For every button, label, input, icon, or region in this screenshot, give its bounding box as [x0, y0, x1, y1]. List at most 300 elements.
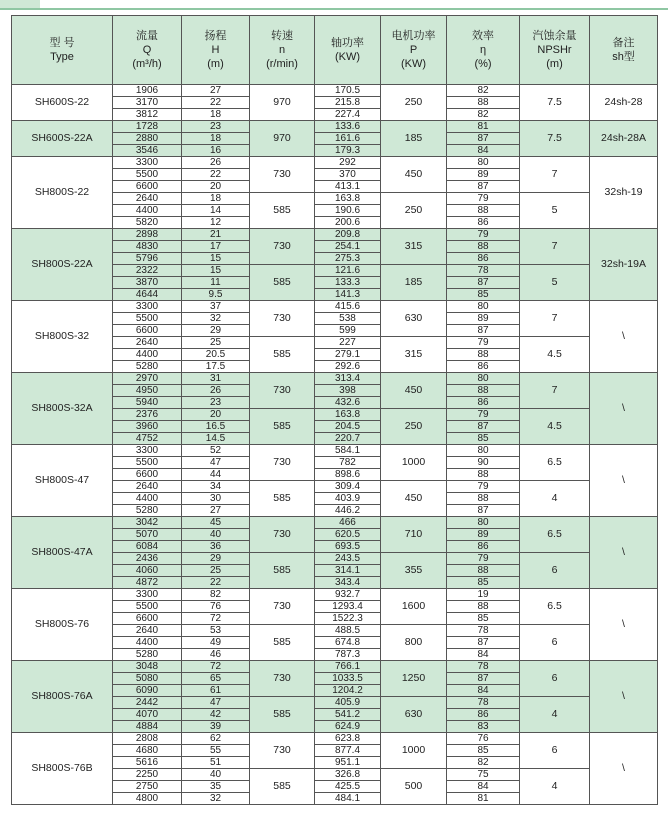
- shaft-power-cell: 179.3: [315, 145, 381, 157]
- speed-cell: 730: [250, 733, 315, 769]
- motor-power-cell: 450: [381, 157, 447, 193]
- motor-power-cell: 710: [381, 517, 447, 553]
- shaft-power-cell: 599: [315, 325, 381, 337]
- flow-cell: 3170: [113, 97, 182, 109]
- head-cell: 53: [182, 625, 250, 637]
- flow-cell: 4680: [113, 745, 182, 757]
- efficiency-cell: 80: [447, 301, 520, 313]
- remark-cell: 24sh-28A: [590, 121, 658, 157]
- efficiency-cell: 82: [447, 757, 520, 769]
- col-flow: 流量 Q (m³/h): [113, 16, 182, 85]
- head-cell: 27: [182, 505, 250, 517]
- efficiency-cell: 79: [447, 481, 520, 493]
- head-cell: 18: [182, 133, 250, 145]
- head-cell: 29: [182, 325, 250, 337]
- npsh-cell: 6: [520, 625, 590, 661]
- remark-cell: 32sh-19: [590, 157, 658, 229]
- head-cell: 47: [182, 697, 250, 709]
- shaft-power-cell: 292.6: [315, 361, 381, 373]
- flow-cell: 5616: [113, 757, 182, 769]
- efficiency-cell: 88: [447, 601, 520, 613]
- model-name-cell: SH800S-76B: [12, 733, 113, 805]
- remark-cell: \: [590, 373, 658, 445]
- efficiency-cell: 86: [447, 253, 520, 265]
- model-name-cell: SH800S-76: [12, 589, 113, 661]
- model-name-cell: SH800S-22A: [12, 229, 113, 301]
- efficiency-cell: 80: [447, 157, 520, 169]
- efficiency-cell: 82: [447, 109, 520, 121]
- efficiency-cell: 89: [447, 169, 520, 181]
- efficiency-cell: 85: [447, 577, 520, 589]
- head-cell: 16.5: [182, 421, 250, 433]
- motor-power-cell: 450: [381, 481, 447, 517]
- head-cell: 40: [182, 529, 250, 541]
- motor-power-cell: 250: [381, 409, 447, 445]
- efficiency-cell: 84: [447, 685, 520, 697]
- efficiency-cell: 89: [447, 313, 520, 325]
- npsh-cell: 4: [520, 769, 590, 805]
- shaft-power-cell: 209.8: [315, 229, 381, 241]
- header-rule: [0, 8, 668, 10]
- shaft-power-cell: 200.6: [315, 217, 381, 229]
- shaft-power-cell: 279.1: [315, 349, 381, 361]
- remark-cell: \: [590, 445, 658, 517]
- npsh-cell: 5: [520, 193, 590, 229]
- table-row: [12, 301, 658, 313]
- head-cell: 32: [182, 313, 250, 325]
- npsh-cell: 7: [520, 157, 590, 193]
- speed-cell: 730: [250, 661, 315, 697]
- efficiency-cell: 88: [447, 205, 520, 217]
- efficiency-cell: 88: [447, 241, 520, 253]
- head-cell: 39: [182, 721, 250, 733]
- head-cell: 18: [182, 193, 250, 205]
- head-cell: 65: [182, 673, 250, 685]
- efficiency-cell: 79: [447, 193, 520, 205]
- efficiency-cell: 87: [447, 325, 520, 337]
- npsh-cell: 4: [520, 697, 590, 733]
- col-speed: 转速 n (r/min): [250, 16, 315, 85]
- head-cell: 25: [182, 565, 250, 577]
- efficiency-cell: 87: [447, 505, 520, 517]
- shaft-power-cell: 227.4: [315, 109, 381, 121]
- motor-power-cell: 1250: [381, 661, 447, 697]
- head-cell: 47: [182, 457, 250, 469]
- efficiency-cell: 88: [447, 349, 520, 361]
- table-row: [12, 733, 658, 745]
- efficiency-cell: 82: [447, 85, 520, 97]
- flow-cell: 3300: [113, 157, 182, 169]
- shaft-power-cell: 415.6: [315, 301, 381, 313]
- flow-cell: 4644: [113, 289, 182, 301]
- head-cell: 16: [182, 145, 250, 157]
- npsh-cell: 7.5: [520, 85, 590, 121]
- model-name-cell: SH800S-47A: [12, 517, 113, 589]
- model-name-cell: SH800S-22: [12, 157, 113, 229]
- shaft-power-cell: 488.5: [315, 625, 381, 637]
- shaft-power-cell: 190.6: [315, 205, 381, 217]
- npsh-cell: 7: [520, 373, 590, 409]
- head-cell: 61: [182, 685, 250, 697]
- table-header-row: [12, 16, 658, 85]
- shaft-power-cell: 204.5: [315, 421, 381, 433]
- motor-power-cell: 1600: [381, 589, 447, 625]
- shaft-power-cell: 170.5: [315, 85, 381, 97]
- flow-cell: 2640: [113, 337, 182, 349]
- head-cell: 42: [182, 709, 250, 721]
- shaft-power-cell: 951.1: [315, 757, 381, 769]
- flow-cell: 3300: [113, 445, 182, 457]
- flow-cell: 2442: [113, 697, 182, 709]
- head-cell: 9.5: [182, 289, 250, 301]
- flow-cell: 6084: [113, 541, 182, 553]
- head-cell: 37: [182, 301, 250, 313]
- model-name-cell: SH600S-22: [12, 85, 113, 121]
- flow-cell: 3300: [113, 589, 182, 601]
- npsh-cell: 6.5: [520, 445, 590, 481]
- shaft-power-cell: 484.1: [315, 793, 381, 805]
- flow-cell: 2640: [113, 481, 182, 493]
- col-remark: 备注 sh型: [590, 16, 658, 85]
- efficiency-cell: 88: [447, 469, 520, 481]
- shaft-power-cell: 877.4: [315, 745, 381, 757]
- shaft-power-cell: 425.5: [315, 781, 381, 793]
- speed-cell: 730: [250, 157, 315, 193]
- efficiency-cell: 81: [447, 793, 520, 805]
- flow-cell: 2750: [113, 781, 182, 793]
- flow-cell: 3546: [113, 145, 182, 157]
- motor-power-cell: 630: [381, 697, 447, 733]
- head-cell: 14.5: [182, 433, 250, 445]
- flow-cell: 5070: [113, 529, 182, 541]
- flow-cell: 2970: [113, 373, 182, 385]
- flow-cell: 3048: [113, 661, 182, 673]
- table-row: [12, 121, 658, 133]
- flow-cell: 5820: [113, 217, 182, 229]
- col-motor-power: 电机功率 P (KW): [381, 16, 447, 85]
- shaft-power-cell: 1204.2: [315, 685, 381, 697]
- flow-cell: 4400: [113, 205, 182, 217]
- motor-power-cell: 250: [381, 85, 447, 121]
- flow-cell: 2436: [113, 553, 182, 565]
- head-cell: 55: [182, 745, 250, 757]
- flow-cell: 4800: [113, 793, 182, 805]
- flow-cell: 6600: [113, 613, 182, 625]
- efficiency-cell: 88: [447, 565, 520, 577]
- head-cell: 52: [182, 445, 250, 457]
- shaft-power-cell: 292: [315, 157, 381, 169]
- efficiency-cell: 87: [447, 637, 520, 649]
- table-body: [12, 85, 658, 805]
- shaft-power-cell: 243.5: [315, 553, 381, 565]
- head-cell: 76: [182, 601, 250, 613]
- remark-cell: \: [590, 733, 658, 805]
- flow-cell: 4400: [113, 637, 182, 649]
- speed-cell: 730: [250, 229, 315, 265]
- shaft-power-cell: 693.5: [315, 541, 381, 553]
- efficiency-cell: 88: [447, 97, 520, 109]
- speed-cell: 970: [250, 121, 315, 157]
- efficiency-cell: 78: [447, 625, 520, 637]
- efficiency-cell: 86: [447, 361, 520, 373]
- efficiency-cell: 76: [447, 733, 520, 745]
- head-cell: 17.5: [182, 361, 250, 373]
- head-cell: 20: [182, 181, 250, 193]
- efficiency-cell: 88: [447, 385, 520, 397]
- shaft-power-cell: 343.4: [315, 577, 381, 589]
- efficiency-cell: 85: [447, 433, 520, 445]
- shaft-power-cell: 623.8: [315, 733, 381, 745]
- efficiency-cell: 78: [447, 265, 520, 277]
- shaft-power-cell: 932.7: [315, 589, 381, 601]
- shaft-power-cell: 624.9: [315, 721, 381, 733]
- flow-cell: 4950: [113, 385, 182, 397]
- efficiency-cell: 86: [447, 397, 520, 409]
- head-cell: 11: [182, 277, 250, 289]
- table-row: [12, 445, 658, 457]
- table-row: [12, 157, 658, 169]
- head-cell: 36: [182, 541, 250, 553]
- flow-cell: 1728: [113, 121, 182, 133]
- speed-cell: 730: [250, 589, 315, 625]
- speed-cell: 585: [250, 193, 315, 229]
- head-cell: 25: [182, 337, 250, 349]
- head-cell: 27: [182, 85, 250, 97]
- npsh-cell: 6: [520, 553, 590, 589]
- efficiency-cell: 78: [447, 697, 520, 709]
- efficiency-cell: 19: [447, 589, 520, 601]
- head-cell: 22: [182, 577, 250, 589]
- flow-cell: 4060: [113, 565, 182, 577]
- col-npsh: 汽蚀余量 NPSHr (m): [520, 16, 590, 85]
- flow-cell: 3960: [113, 421, 182, 433]
- speed-cell: 730: [250, 517, 315, 553]
- col-efficiency: 效率 η (%): [447, 16, 520, 85]
- col-shaft-power: 轴功率 (KW): [315, 16, 381, 85]
- speed-cell: 585: [250, 409, 315, 445]
- head-cell: 31: [182, 373, 250, 385]
- pump-spec-table: [11, 15, 658, 805]
- flow-cell: 6600: [113, 325, 182, 337]
- model-name-cell: SH800S-32: [12, 301, 113, 373]
- flow-cell: 3300: [113, 301, 182, 313]
- flow-cell: 2322: [113, 265, 182, 277]
- head-cell: 29: [182, 553, 250, 565]
- npsh-cell: 4.5: [520, 337, 590, 373]
- efficiency-cell: 86: [447, 709, 520, 721]
- npsh-cell: 5: [520, 265, 590, 301]
- npsh-cell: 6.5: [520, 589, 590, 625]
- head-cell: 40: [182, 769, 250, 781]
- head-cell: 21: [182, 229, 250, 241]
- shaft-power-cell: 309.4: [315, 481, 381, 493]
- shaft-power-cell: 163.8: [315, 193, 381, 205]
- motor-power-cell: 500: [381, 769, 447, 805]
- shaft-power-cell: 1033.5: [315, 673, 381, 685]
- flow-cell: 1906: [113, 85, 182, 97]
- motor-power-cell: 355: [381, 553, 447, 589]
- head-cell: 72: [182, 661, 250, 673]
- flow-cell: 5080: [113, 673, 182, 685]
- remark-cell: \: [590, 589, 658, 661]
- efficiency-cell: 81: [447, 121, 520, 133]
- npsh-cell: 7: [520, 229, 590, 265]
- head-cell: 18: [182, 109, 250, 121]
- efficiency-cell: 79: [447, 409, 520, 421]
- flow-cell: 4400: [113, 493, 182, 505]
- model-name-cell: SH800S-47: [12, 445, 113, 517]
- shaft-power-cell: 1522.3: [315, 613, 381, 625]
- flow-cell: 2808: [113, 733, 182, 745]
- flow-cell: 2640: [113, 193, 182, 205]
- shaft-power-cell: 314.1: [315, 565, 381, 577]
- flow-cell: 4884: [113, 721, 182, 733]
- efficiency-cell: 85: [447, 613, 520, 625]
- shaft-power-cell: 766.1: [315, 661, 381, 673]
- head-cell: 32: [182, 793, 250, 805]
- head-cell: 72: [182, 613, 250, 625]
- motor-power-cell: 1000: [381, 733, 447, 769]
- remark-cell: \: [590, 661, 658, 733]
- flow-cell: 5280: [113, 361, 182, 373]
- flow-cell: 3812: [113, 109, 182, 121]
- shaft-power-cell: 398: [315, 385, 381, 397]
- npsh-cell: 6: [520, 661, 590, 697]
- speed-cell: 585: [250, 625, 315, 661]
- table-row: [12, 517, 658, 529]
- efficiency-cell: 78: [447, 661, 520, 673]
- shaft-power-cell: 620.5: [315, 529, 381, 541]
- head-cell: 82: [182, 589, 250, 601]
- flow-cell: 2376: [113, 409, 182, 421]
- efficiency-cell: 87: [447, 421, 520, 433]
- head-cell: 49: [182, 637, 250, 649]
- head-cell: 15: [182, 253, 250, 265]
- remark-cell: \: [590, 301, 658, 373]
- shaft-power-cell: 538: [315, 313, 381, 325]
- table-row: [12, 661, 658, 673]
- shaft-power-cell: 121.6: [315, 265, 381, 277]
- speed-cell: 585: [250, 337, 315, 373]
- speed-cell: 585: [250, 481, 315, 517]
- flow-cell: 5500: [113, 169, 182, 181]
- speed-cell: 585: [250, 553, 315, 589]
- npsh-cell: 4.5: [520, 409, 590, 445]
- head-cell: 22: [182, 97, 250, 109]
- head-cell: 30: [182, 493, 250, 505]
- shaft-power-cell: 163.8: [315, 409, 381, 421]
- speed-cell: 585: [250, 769, 315, 805]
- shaft-power-cell: 161.6: [315, 133, 381, 145]
- flow-cell: 6090: [113, 685, 182, 697]
- shaft-power-cell: 432.6: [315, 397, 381, 409]
- table-row: [12, 229, 658, 241]
- efficiency-cell: 85: [447, 745, 520, 757]
- shaft-power-cell: 215.8: [315, 97, 381, 109]
- table-row: [12, 85, 658, 97]
- head-cell: 26: [182, 385, 250, 397]
- flow-cell: 2880: [113, 133, 182, 145]
- head-cell: 46: [182, 649, 250, 661]
- efficiency-cell: 79: [447, 553, 520, 565]
- efficiency-cell: 87: [447, 673, 520, 685]
- motor-power-cell: 1000: [381, 445, 447, 481]
- shaft-power-cell: 413.1: [315, 181, 381, 193]
- shaft-power-cell: 405.9: [315, 697, 381, 709]
- shaft-power-cell: 220.7: [315, 433, 381, 445]
- model-name-cell: SH800S-32A: [12, 373, 113, 445]
- flow-cell: 5500: [113, 313, 182, 325]
- head-cell: 26: [182, 157, 250, 169]
- head-cell: 20.5: [182, 349, 250, 361]
- speed-cell: 585: [250, 697, 315, 733]
- shaft-power-cell: 141.3: [315, 289, 381, 301]
- shaft-power-cell: 227: [315, 337, 381, 349]
- efficiency-cell: 84: [447, 145, 520, 157]
- efficiency-cell: 79: [447, 337, 520, 349]
- remark-cell: 24sh-28: [590, 85, 658, 121]
- flow-cell: 6600: [113, 469, 182, 481]
- flow-cell: 3042: [113, 517, 182, 529]
- efficiency-cell: 86: [447, 217, 520, 229]
- efficiency-cell: 87: [447, 277, 520, 289]
- flow-cell: 4830: [113, 241, 182, 253]
- efficiency-cell: 90: [447, 457, 520, 469]
- motor-power-cell: 800: [381, 625, 447, 661]
- flow-cell: 2250: [113, 769, 182, 781]
- efficiency-cell: 87: [447, 133, 520, 145]
- shaft-power-cell: 446.2: [315, 505, 381, 517]
- speed-cell: 585: [250, 265, 315, 301]
- flow-cell: 6600: [113, 181, 182, 193]
- head-cell: 20: [182, 409, 250, 421]
- efficiency-cell: 89: [447, 529, 520, 541]
- shaft-power-cell: 133.6: [315, 121, 381, 133]
- shaft-power-cell: 584.1: [315, 445, 381, 457]
- flow-cell: 4070: [113, 709, 182, 721]
- head-cell: 23: [182, 397, 250, 409]
- flow-cell: 5500: [113, 601, 182, 613]
- head-cell: 12: [182, 217, 250, 229]
- flow-cell: 5796: [113, 253, 182, 265]
- shaft-power-cell: 326.8: [315, 769, 381, 781]
- npsh-cell: 6.5: [520, 517, 590, 553]
- npsh-cell: 6: [520, 733, 590, 769]
- speed-cell: 730: [250, 445, 315, 481]
- head-cell: 51: [182, 757, 250, 769]
- motor-power-cell: 315: [381, 337, 447, 373]
- flow-cell: 4872: [113, 577, 182, 589]
- flow-cell: 5500: [113, 457, 182, 469]
- shaft-power-cell: 370: [315, 169, 381, 181]
- head-cell: 34: [182, 481, 250, 493]
- head-cell: 14: [182, 205, 250, 217]
- speed-cell: 970: [250, 85, 315, 121]
- flow-cell: 3870: [113, 277, 182, 289]
- flow-cell: 4752: [113, 433, 182, 445]
- flow-cell: 2898: [113, 229, 182, 241]
- remark-cell: 32sh-19A: [590, 229, 658, 301]
- shaft-power-cell: 782: [315, 457, 381, 469]
- head-cell: 62: [182, 733, 250, 745]
- model-name-cell: SH800S-76A: [12, 661, 113, 733]
- motor-power-cell: 250: [381, 193, 447, 229]
- flow-cell: 4400: [113, 349, 182, 361]
- efficiency-cell: 80: [447, 445, 520, 457]
- motor-power-cell: 185: [381, 121, 447, 157]
- npsh-cell: 7: [520, 301, 590, 337]
- flow-cell: 5940: [113, 397, 182, 409]
